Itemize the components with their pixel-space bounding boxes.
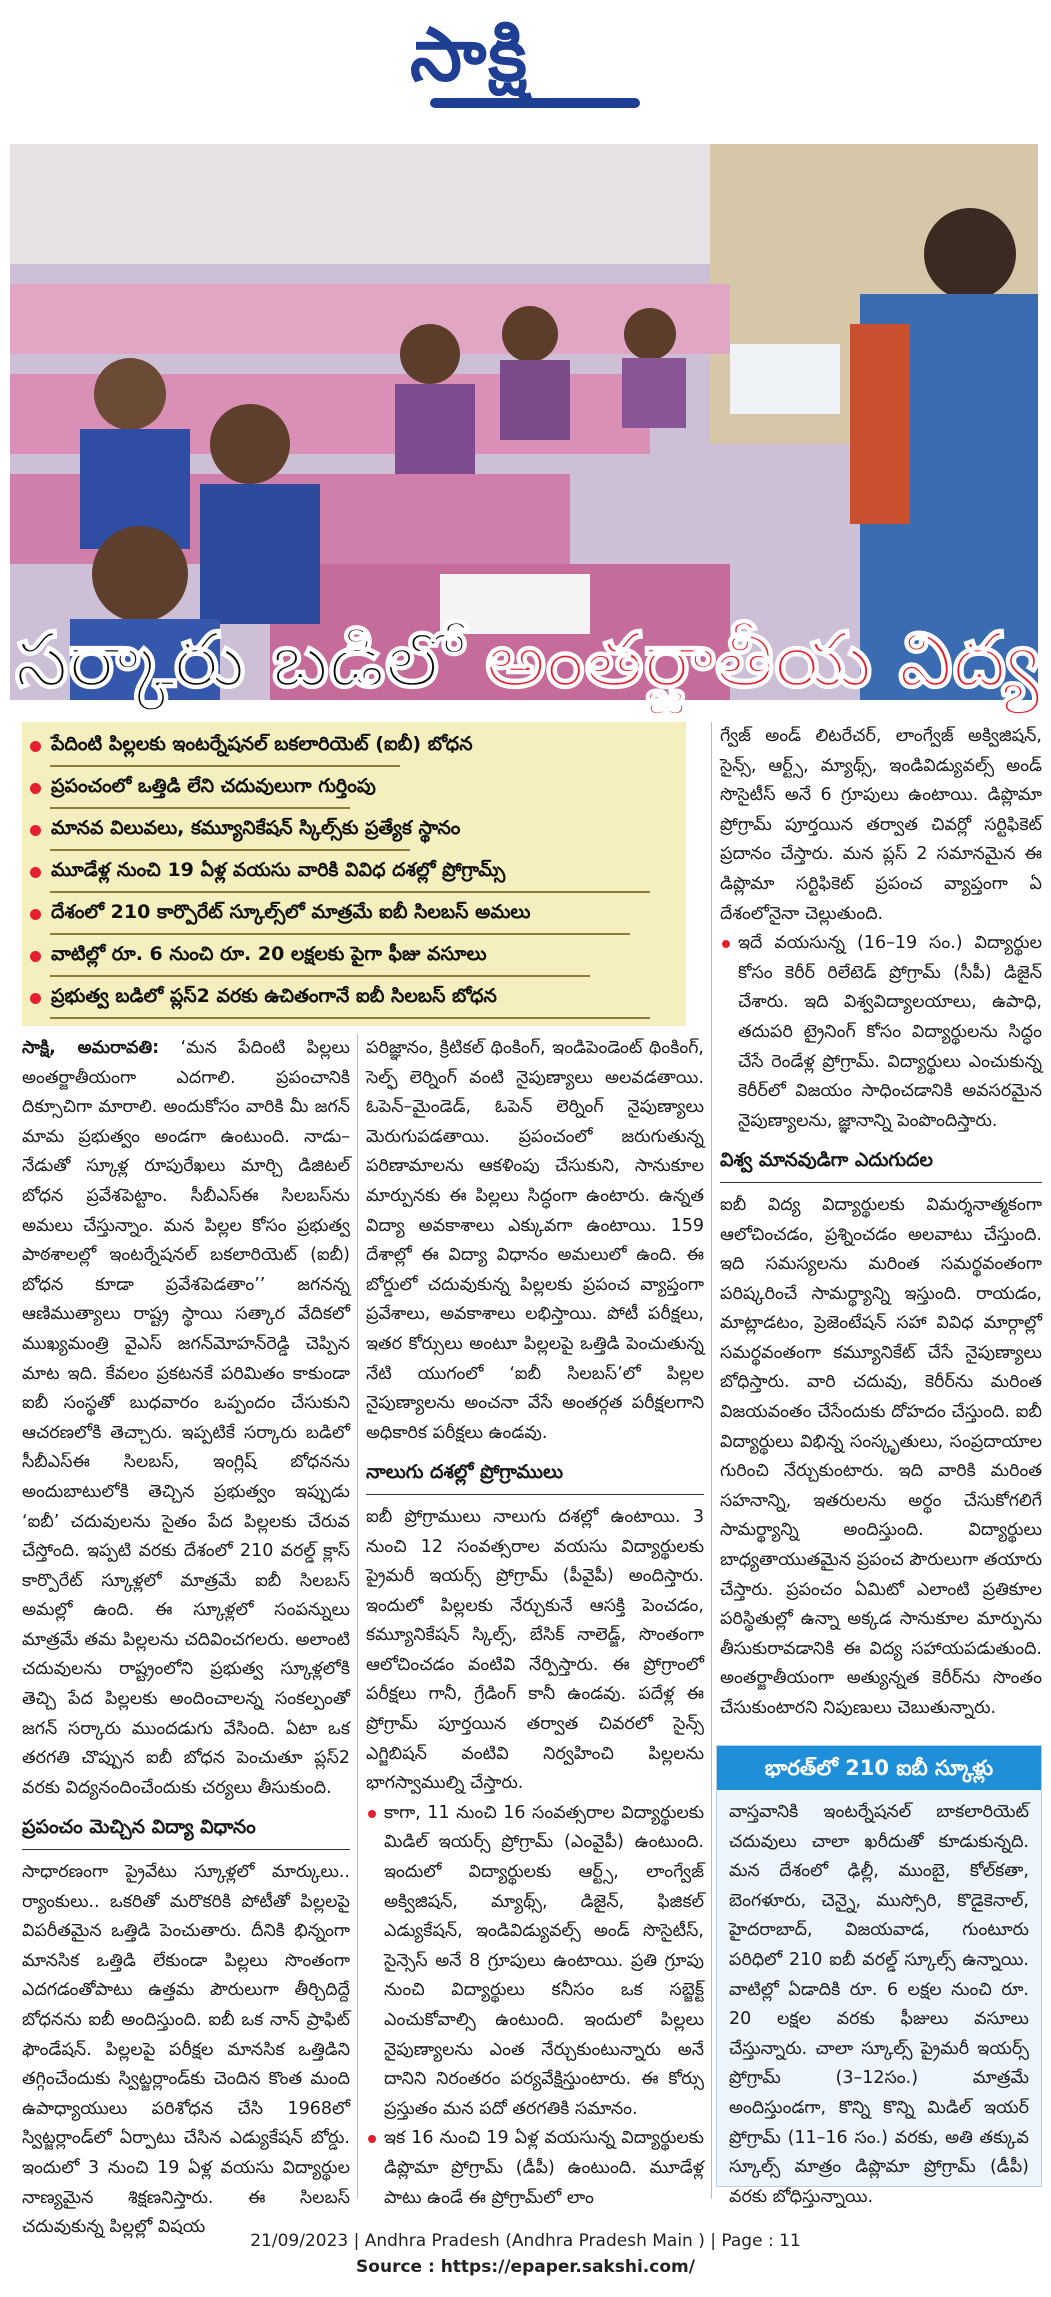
program-list	[366, 1799, 704, 2213]
paragraph: ఐబీ ప్రోగ్రాములు నాలుగు దశల్లో ఉంటాయి. 3 నుంచి 12 సంవత్సరాల వయసు విద్యార్థులకు ప్రైమరీ ఇయర్స్ ప్రోగ్రామ్ (పీవైపీ) అందిస్తారు. ఇందులో పిల్లలకు నేర్చుకునే ఆసక్తి పెంచడం, కమ్యూనికేషన్ స్కిల్స్, బేసిక్ నాలెడ్జ్, సొంతంగా ఆలోచించడం వంటివి నేర్పిస్తారు. ఈ ప్రోగ్రాంలో పరీక్షలు గానీ, గ్రేడింగ్ కానీ ఉండవు. పదేళ్ల ఈ ప్రోగ్రామ్ పూర్తయిన తర్వాత చివరలో సైన్స్ ఎగ్జిబిషన్ వంటివి నిర్వహించి పిల్లలను భాగస్వాముల్ని చేస్తారు.	[366, 1506, 704, 1794]
highlight-item: ప్రభుత్వ బడిలో ప్లస్2 వరకు ఉచితంగానే ఐబీ సిలబస్ బోధన	[30, 980, 497, 1016]
paragraph: గ్వేజ్ అండ్ లిటరేచర్, లాంగ్వేజ్ అక్విజిషన్, సైన్స్, ఆర్ట్స్, మ్యాథ్స్, ఇండివిడ్యువల్స్ అండ్ సొసైటీస్ అనే 6 గ్రూపులు ఉంటాయి. డిప్లొమా ప్రోగ్రామ్ పూర్తయిన తర్వాత చివర్లో సర్టిఫికెట్ ప్రదానం చేస్తారు. మన ప్లస్ 2 సమానమైన ఈ డిప్లొమా సర్టిఫికెట్ ప్రపంచ వ్యాప్తంగా ఏ దేశంలోనైనా చెల్లుతుంది.	[720, 726, 1042, 924]
program-list	[720, 929, 1042, 1136]
column-divider	[711, 722, 712, 2199]
bullet-dot-icon	[30, 783, 41, 794]
list-item: కాగా, 11 నుంచి 16 సంవత్సరాల విద్యార్థులకు మిడిల్ ఇయర్స్ ప్రోగ్రామ్ (ఎంవైపీ) ఉంటుంది. ఇందులో విద్యార్థులకు ఆర్ట్స్, లాంగ్వేజ్ అక్విజిషన్, మ్యాథ్స్, డిజైన్, ఫిజికల్ ఎడ్యుకేషన్, ఇండివిడ్యువల్స్ అండ్ సొసైటీస్, సైన్సెస్ అనే 8 గ్రూపులు ఉంటాయి. ప్రతి గ్రూపు నుంచి విద్యార్థులు కనీసం ఒక సబ్జెక్ట్ ఎంచుకోవాల్సి ఉంటుంది. ఇందులో పిల్లలు నైపుణ్యాలను ఎంత నేర్చుకుంటున్నారు అనే దానిని నిరంతరం పర్యవేక్షిస్తుంటారు. ఈ కోర్సు ప్రస్తుతం మన పదో తరగతికి సమానం.	[384, 1799, 704, 2125]
newspaper-logo: సాక్షి	[410, 12, 529, 98]
headline-part1: సర్కారు బడిలో	[15, 615, 464, 704]
page-footer	[0, 2228, 1051, 2280]
subheading: ప్రపంచం మెచ్చిన విద్యా విధానం	[22, 1813, 350, 1850]
bullet-dot-icon	[368, 1810, 376, 1818]
highlight-item: దేశంలో 210 కార్పొరేట్ స్కూల్స్‌లో మాత్రమే ఐబీ సిలబస్ అమలు	[30, 896, 530, 932]
bullet-dot-icon	[30, 867, 41, 878]
highlight-item: వాటిల్లో రూ. 6 నుంచి రూ. 20 లక్షలకు పైగా ఫీజు వసూలు	[30, 938, 487, 974]
subheading: నాలుగు దశల్లో ప్రోగ్రాములు	[366, 1458, 704, 1495]
list-item: ఇదే వయసున్న (16–19 సం.) విద్యార్థుల కోసం కెరీర్ రిలేటెడ్ ప్రోగ్రామ్ (సీపీ) డిజైన్ చేశారు. ఇది విశ్వవిద్యాలయాలు, ఉపాధి, తదుపరి ట్రైనింగ్ కోసం విద్యార్థులను సిద్ధం చేసే రెండేళ్ల ప్రోగ్రామ్. విద్యార్థులు ఎంచుకున్న కెరీర్‌లో విజయం సాధించడానికి అవసరమైన నైపుణ్యాలను, జ్ఞానాన్ని పెంపొందిస్తారు.	[738, 929, 1042, 1136]
bullet-dot-icon	[30, 951, 41, 962]
column-divider	[357, 1034, 358, 2199]
footer-source: Source : https://epaper.sakshi.com/	[356, 2257, 695, 2277]
bullet-dot-icon	[368, 2135, 376, 2143]
highlight-item: పేదింటి పిల్లలకు ఇంటర్నేషనల్ బకలారియెట్ (ఐబీ) బోధన	[30, 728, 473, 764]
sidebar-box-text: వాస్తవానికి ఇంటర్నేషనల్ బాకలారియెట్ చదువులు చాలా ఖరీదుతో కూడుకున్నది. మన దేశంలో ఢిల్లీ, ముంబై, కోల్‌కతా, బెంగళూరు, చెన్నై, ముస్సోరి, కొడైకెనాల్, హైదరాబాద్, విజయవాడ, గుంటూరు పరిధిలో 210 ఐబీ వరల్డ్ స్కూల్స్ ఉన్నాయి. వాటిల్లో ఏడాదికి రూ. 6 లక్షల నుంచి రూ. 20 లక్షల వరకు ఫీజులు వసూలు చేస్తున్నారు. చాలా స్కూల్స్ ప్రైమరీ ఇయర్స్ ప్రోగ్రామ్ (3–12సం.) మాత్రమే అందిస్తుండగా, కొన్ని కొన్ని మిడిల్ ఇయర్ ప్రోగ్రామ్ (11–16 సం.) వరకు, అతి తక్కువ స్కూల్స్ మాత్రం డిప్లొమా ప్రోగ్రామ్ (డీపీ) వరకు బోధిస్తున్నాయి.	[729, 1802, 1029, 2207]
bullet-dot-icon	[30, 909, 41, 920]
masthead	[0, 0, 1051, 130]
headline-part2: అంతర్జాతీయ విద్య	[485, 615, 1041, 704]
highlight-item: మానవ విలువలు, కమ్యూనికేషన్ స్కిల్స్‌కు ప్రత్యేక స్థానం	[30, 812, 460, 848]
highlight-item: మూడేళ్ల నుంచి 19 ఏళ్ల వయసు వారికి వివిధ దశల్లో ప్రోగ్రామ్స్	[30, 854, 505, 890]
footer-dateline: 21/09/2023 | Andhra Pradesh (Andhra Pradesh Main ) | Page : 11	[250, 2231, 801, 2251]
paragraph: ‘మన పేదింటి పిల్లలు అంతర్జాతీయంగా ఎదగాలి. ప్రపంచానికి దిక్సూచిగా మారాలి. అందుకోసం వారికి మీ జగన్ మామ ప్రభుత్వం అండగా ఉంటుంది. నాడు–నేడుతో స్కూళ్ల రూపురేఖలు మార్చి డిజిటల్ బోధన ప్రవేశపెట్టాం. సీబీఎస్‌ఈ సిలబస్‌ను అమలు చేస్తున్నాం. మన పిల్లల కోసం ప్రభుత్వ పాఠశాలల్లో ఇంటర్నేషనల్ బకలారియెట్ (ఐబీ) బోధన కూడా ప్రవేశపెడతాం’’ జగనన్న ఆణిముత్యాలు రాష్ట్ర స్థాయి సత్కార వేదికలో ముఖ్యమంత్రి వైఎస్ జగన్‌మోహన్‌రెడ్డి చెప్పిన మాట ఇది. కేవలం ప్రకటనకే పరిమితం కాకుండా ఐబీ సంస్థతో బుధవారం ఒప్పందం చేసుకుని ఆచరణలోకి తెచ్చారు. ఇప్పటికే సర్కారు బడిలో సీబీఎస్‌ఈ సిలబస్, ఇంగ్లిష్ బోధనను అందుబాటులోకి తెచ్చిన ప్రభుత్వం ఇప్పుడు ‘ఐబీ’ చదువులను సైతం పేద పిల్లలకు చేరువ చేస్తోంది. ఇప్పటి వరకు దేశంలో 210 వరల్డ్ క్లాస్ కార్పొరేట్ స్కూళ్లలో మాత్రమే ఐబీ సిలబస్ అమల్లో ఉంది. ఈ స్కూళ్లలో సంపన్నులు మాత్రమే తమ పిల్లలను చదివించగలరు. అలాంటి చదువులను రాష్ట్రంలోని ప్రభుత్వ స్కూళ్లలోకి తెచ్చి పేద పిల్లలకు అందించాలన్న సంకల్పంతో జగన్ సర్కారు ముందడుగు వేసింది. ఏటా ఒక తరగతి చొప్పున ఐబీ బోధన పెంచుతూ ప్లస్2 వరకు విద్యనందించేందుకు చర్యలు తీసుకుంది.	[22, 1038, 350, 1798]
article-column-1	[22, 1034, 350, 2243]
article-column-2	[366, 1034, 704, 2213]
bullet-dot-icon	[30, 825, 41, 836]
sidebar-box-title: భారత్‌లో 210 ఐబీ స్కూళ్లు	[717, 1746, 1041, 1790]
subheading: విశ్వ మానవుడిగా ఎదుగుదల	[720, 1146, 1042, 1183]
dateline: సాక్షి, అమరావతి:	[22, 1038, 160, 1058]
bullet-dot-icon	[30, 741, 41, 752]
headline	[15, 600, 1041, 720]
paragraph: ఐబీ విద్య విద్యార్థులకు విమర్శనాత్మకంగా ఆలోచించడం, ప్రశ్నించడం అలవాటు చేస్తుంది. ఇది సమస్యలను మరింత సమర్థవంతంగా పరిష్కరించే సామర్థ్యాన్ని ఇస్తుంది. రాయడం, మాట్లాడటం, ప్రెజెంటేషన్ సహా వివిధ మార్గాల్లో సమర్థవంతంగా కమ్యూనికేట్ చేసే నైపుణ్యాలు బోధిస్తారు. వారి చదువు, కెరీర్‌ను మరింత విజయవంతం చేసేందుకు దోహదం చేస్తుంది. ఐబీ విద్యార్థులు విభిన్న సంస్కృతులు, సంప్రదాయాల గురించి నేర్చుకుంటారు. ఇది వారికి మరింత సహనాన్ని, ఇతరులను అర్థం చేసుకోగలిగే సామర్థ్యాన్ని అందిస్తుంది. విద్యార్థులు బాధ్యతాయుతమైన ప్రపంచ పౌరులుగా తయారు చేస్తారు. ప్రపంచం ఏమిటో ఎలాంటి ప్రతికూల పరిస్థితుల్లో ఉన్నా అక్కడ సానుకూల మార్పును తీసుకురావడానికి ఈ విద్య సహాయపడుతుంది. అంతర్జాతీయంగా అత్యున్నత కెరీర్‌ను సొంతం చేసుకుంటారని నిపుణులు చెబుతున్నారు.	[720, 1194, 1042, 1718]
highlight-item: ప్రపంచంలో ఒత్తిడి లేని చదువులుగా గుర్తింపు	[30, 770, 376, 806]
list-item: ఇక 16 నుంచి 19 ఏళ్ల వయసున్న విద్యార్థులకు డిప్లొమా ప్రోగ్రామ్ (డీపీ) ఉంటుంది. మూడేళ్ల పాటు ఉండే ఈ ప్రోగ్రామ్‌లో లాం	[384, 2124, 704, 2213]
logo-underline	[430, 98, 640, 108]
paragraph: పరిజ్ఞానం, క్రిటికల్ థింకింగ్, ఇండిపెండెంట్ థింకింగ్, సెల్ఫ్ లెర్నింగ్ వంటి నైపుణ్యాలు అలవడతాయి. ఓపెన్–మైండెడ్, ఓపెన్ లెర్నింగ్ నైపుణ్యాలు మెరుగుపడతాయి. ప్రపంచంలో జరుగుతున్న పరిణామాలను ఆకళింపు చేసుకుని, సానుకూల మార్పునకు ఈ పిల్లలు సిద్ధంగా ఉంటారు. ఉన్నత విద్యా అవకాశాలు ఎక్కువగా ఉంటాయి. 159 దేశాల్లో ఈ విద్యా విధానం అమలులో ఉంది. ఈ బోర్డులో చదువుకున్న పిల్లలకు ప్రపంచ వ్యాప్తంగా ప్రవేశాలు, అవకాశాలు లభిస్తాయి. పోటీ పరీక్షలు, ఇతర కోర్సులు అంటూ పిల్లలపై ఒత్తిడి పెంచుతున్న నేటి యుగంలో ‘ఐబీ సిలబస్’లో పిల్లల నైపుణ్యాలను అంచనా వేసే అంతర్గత పరీక్షలగాని అధికారిక పరీక్షలు ఉండవు.	[366, 1038, 704, 1443]
bullet-dot-icon	[722, 940, 730, 948]
sidebar-box	[716, 1745, 1042, 2207]
highlights-box	[22, 722, 686, 1026]
paragraph: సాధారణంగా ప్రైవేటు స్కూళ్లలో మార్కులు.. ర్యాంకులు.. ఒకరితో మరొకరికి పోటీతో పిల్లలపై విపరీతమైన ఒత్తిడి పెంచుతారు. దీనికి భిన్నంగా మానసిక ఒత్తిడి లేకుండా పిల్లలు సొంతంగా ఎదగడంతోపాటు ఉత్తమ పౌరులుగా తీర్చిదిద్దే బోధనను ఐబీ అందిస్తుంది. ఐబీ ఒక నాన్ ప్రాఫిట్ ఫౌండేషన్. పిల్లలపై పరీక్షల మానసిక ఒత్తిడిని తగ్గించేందుకు స్విట్జర్లాండ్‌కు చెందిన కొంత మంది ఉపాధ్యాయులు పరిశోధన చేసి 1968లో స్విట్జర్లాండ్‌లో ఏర్పాటు చేసిన ఎడ్యుకేషన్ బోర్డు. ఇందులో 3 నుంచి 19 ఏళ్ల వయసు విద్యార్థుల నాణ్యమైన శిక్షణనిస్తారు. ఈ సిలబస్ చదువుకున్న పిల్లల్లో విషయ	[22, 1862, 350, 2238]
bullet-dot-icon	[30, 993, 41, 1004]
article-column-3	[720, 722, 1042, 1724]
